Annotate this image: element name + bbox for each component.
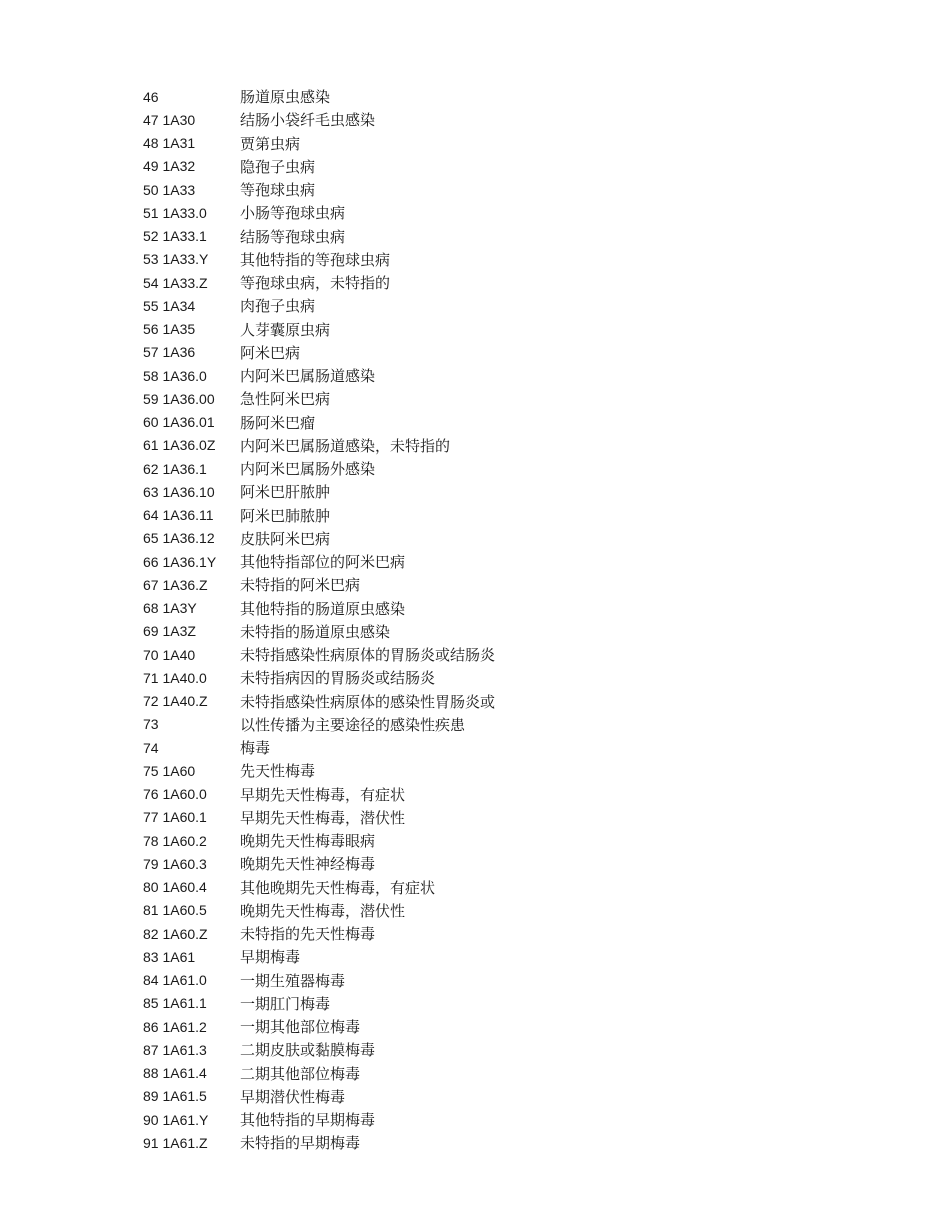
list-item — [143, 201, 843, 224]
list-item — [143, 829, 843, 852]
list-item — [143, 1108, 843, 1131]
code-list — [143, 85, 843, 1155]
item-name: 其他晚期先天性梅毒，有症状 — [240, 878, 436, 897]
item-name: 其他特指的等孢球虫病 — [240, 250, 391, 269]
item-code: 54 1A33.Z — [143, 274, 208, 291]
item-code: 79 1A60.3 — [143, 855, 207, 872]
list-item — [143, 759, 843, 782]
item-code: 51 1A33.0 — [143, 204, 207, 221]
list-item — [143, 1062, 843, 1085]
item-name: 结肠小袋纤毛虫感染 — [240, 111, 376, 130]
item-name: 结肠等孢球虫病 — [240, 227, 346, 246]
item-name: 未特指的阿米巴病 — [240, 576, 361, 595]
item-name: 一期肛门梅毒 — [240, 994, 331, 1013]
item-code: 82 1A60.Z — [143, 925, 208, 942]
list-item — [143, 434, 843, 457]
item-code: 78 1A60.2 — [143, 832, 207, 849]
item-code: 70 1A40 — [143, 646, 196, 663]
item-code: 63 1A36.10 — [143, 483, 215, 500]
list-item — [143, 155, 843, 178]
item-code: 59 1A36.00 — [143, 390, 215, 407]
list-item — [143, 597, 843, 620]
item-name: 肠道原虫感染 — [240, 88, 331, 107]
item-code: 72 1A40.Z — [143, 693, 208, 710]
item-name: 其他特指部位的阿米巴病 — [240, 553, 406, 572]
item-name: 未特指的先天性梅毒 — [240, 925, 376, 944]
item-code: 69 1A3Z — [143, 623, 196, 640]
item-name: 未特指感染性病原体的感染性胃肠炎或 — [240, 692, 496, 711]
item-name: 晚期先天性梅毒眼病 — [240, 832, 376, 851]
item-code: 48 1A31 — [143, 135, 196, 152]
list-item — [143, 922, 843, 945]
item-name: 隐孢子虫病 — [240, 157, 316, 176]
item-name: 肉孢子虫病 — [240, 297, 316, 316]
item-code: 62 1A36.1 — [143, 460, 207, 477]
item-code: 76 1A60.0 — [143, 786, 207, 803]
item-name: 梅毒 — [240, 739, 271, 758]
list-item — [143, 387, 843, 410]
list-item — [143, 480, 843, 503]
item-name: 早期先天性梅毒，有症状 — [240, 785, 406, 804]
item-name: 未特指的早期梅毒 — [240, 1134, 361, 1153]
list-item — [143, 178, 843, 201]
item-name: 晚期先天性梅毒，潜伏性 — [240, 901, 406, 920]
item-name: 急性阿米巴病 — [240, 390, 331, 409]
list-item — [143, 806, 843, 829]
item-code: 47 1A30 — [143, 111, 196, 128]
list-item — [143, 1131, 843, 1154]
list-item — [143, 527, 843, 550]
item-name: 等孢球虫病，未特指的 — [240, 274, 391, 293]
list-item — [143, 899, 843, 922]
item-name: 贾第虫病 — [240, 134, 301, 153]
item-code: 71 1A40.0 — [143, 669, 207, 686]
list-item — [143, 690, 843, 713]
item-name: 肠阿米巴瘤 — [240, 413, 316, 432]
item-name: 未特指病因的胃肠炎或结肠炎 — [240, 669, 436, 688]
list-item — [143, 736, 843, 759]
item-name: 先天性梅毒 — [240, 762, 316, 781]
item-name: 一期其他部位梅毒 — [240, 1018, 361, 1037]
item-name: 早期梅毒 — [240, 948, 301, 967]
item-code: 85 1A61.1 — [143, 995, 207, 1012]
list-item — [143, 225, 843, 248]
item-name: 等孢球虫病 — [240, 181, 316, 200]
list-item — [143, 1038, 843, 1061]
item-code: 65 1A36.12 — [143, 530, 215, 547]
item-code: 87 1A61.3 — [143, 1041, 207, 1058]
list-item — [143, 1015, 843, 1038]
list-item — [143, 1085, 843, 1108]
list-item — [143, 108, 843, 131]
item-code: 75 1A60 — [143, 762, 196, 779]
item-code: 57 1A36 — [143, 344, 196, 361]
list-item — [143, 643, 843, 666]
item-name: 阿米巴病 — [240, 343, 301, 362]
list-item — [143, 457, 843, 480]
item-code: 77 1A60.1 — [143, 809, 207, 826]
list-item — [143, 620, 843, 643]
list-item — [143, 294, 843, 317]
item-name: 一期生殖器梅毒 — [240, 971, 346, 990]
list-item — [143, 271, 843, 294]
item-code: 74 — [143, 739, 159, 756]
item-code: 73 — [143, 716, 159, 733]
item-code: 50 1A33 — [143, 181, 196, 198]
item-code: 53 1A33.Y — [143, 251, 209, 268]
list-item — [143, 783, 843, 806]
list-item — [143, 341, 843, 364]
item-code: 61 1A36.0Z — [143, 437, 216, 454]
item-code: 83 1A61 — [143, 948, 196, 965]
item-code: 52 1A33.1 — [143, 228, 207, 245]
list-item — [143, 969, 843, 992]
item-code: 88 1A61.4 — [143, 1065, 207, 1082]
item-code: 49 1A32 — [143, 158, 196, 175]
item-code: 81 1A60.5 — [143, 902, 207, 919]
list-item — [143, 713, 843, 736]
item-code: 64 1A36.11 — [143, 507, 214, 524]
item-name: 早期潜伏性梅毒 — [240, 1087, 346, 1106]
item-code: 46 — [143, 88, 159, 105]
item-code: 67 1A36.Z — [143, 576, 208, 593]
item-code: 66 1A36.1Y — [143, 553, 217, 570]
item-name: 二期皮肤或黏膜梅毒 — [240, 1041, 376, 1060]
list-item — [143, 945, 843, 968]
item-name: 内阿米巴属肠道感染 — [240, 367, 376, 386]
list-item — [143, 876, 843, 899]
list-item — [143, 666, 843, 689]
item-name: 阿米巴肺脓肿 — [240, 506, 331, 525]
list-item — [143, 550, 843, 573]
item-name: 早期先天性梅毒，潜伏性 — [240, 808, 406, 827]
list-item — [143, 248, 843, 271]
item-name: 皮肤阿米巴病 — [240, 529, 331, 548]
item-name: 其他特指的肠道原虫感染 — [240, 599, 406, 618]
item-name: 二期其他部位梅毒 — [240, 1064, 361, 1083]
list-item — [143, 573, 843, 596]
list-item — [143, 411, 843, 434]
item-code: 86 1A61.2 — [143, 1018, 207, 1035]
item-name: 小肠等孢球虫病 — [240, 204, 346, 223]
item-code: 84 1A61.0 — [143, 972, 207, 989]
item-code: 91 1A61.Z — [143, 1134, 208, 1151]
list-item — [143, 85, 843, 108]
item-name: 晚期先天性神经梅毒 — [240, 855, 376, 874]
item-code: 56 1A35 — [143, 321, 196, 338]
list-item — [143, 318, 843, 341]
item-name: 内阿米巴属肠道感染，未特指的 — [240, 436, 451, 455]
list-item — [143, 364, 843, 387]
list-item — [143, 992, 843, 1015]
item-name: 阿米巴肝脓肿 — [240, 483, 331, 502]
item-code: 68 1A3Y — [143, 600, 197, 617]
item-code: 55 1A34 — [143, 297, 196, 314]
item-name: 以性传播为主要途径的感染性疾患 — [240, 715, 466, 734]
item-code: 89 1A61.5 — [143, 1088, 207, 1105]
item-code: 60 1A36.01 — [143, 414, 215, 431]
item-code: 80 1A60.4 — [143, 879, 207, 896]
list-item — [143, 132, 843, 155]
list-item — [143, 504, 843, 527]
item-name: 内阿米巴属肠外感染 — [240, 460, 376, 479]
item-code: 90 1A61.Y — [143, 1111, 209, 1128]
item-code: 58 1A36.0 — [143, 367, 207, 384]
item-name: 其他特指的早期梅毒 — [240, 1111, 376, 1130]
list-item — [143, 852, 843, 875]
item-name: 未特指的肠道原虫感染 — [240, 622, 391, 641]
item-name: 人芽囊原虫病 — [240, 320, 331, 339]
item-name: 未特指感染性病原体的胃肠炎或结肠炎 — [240, 646, 496, 665]
